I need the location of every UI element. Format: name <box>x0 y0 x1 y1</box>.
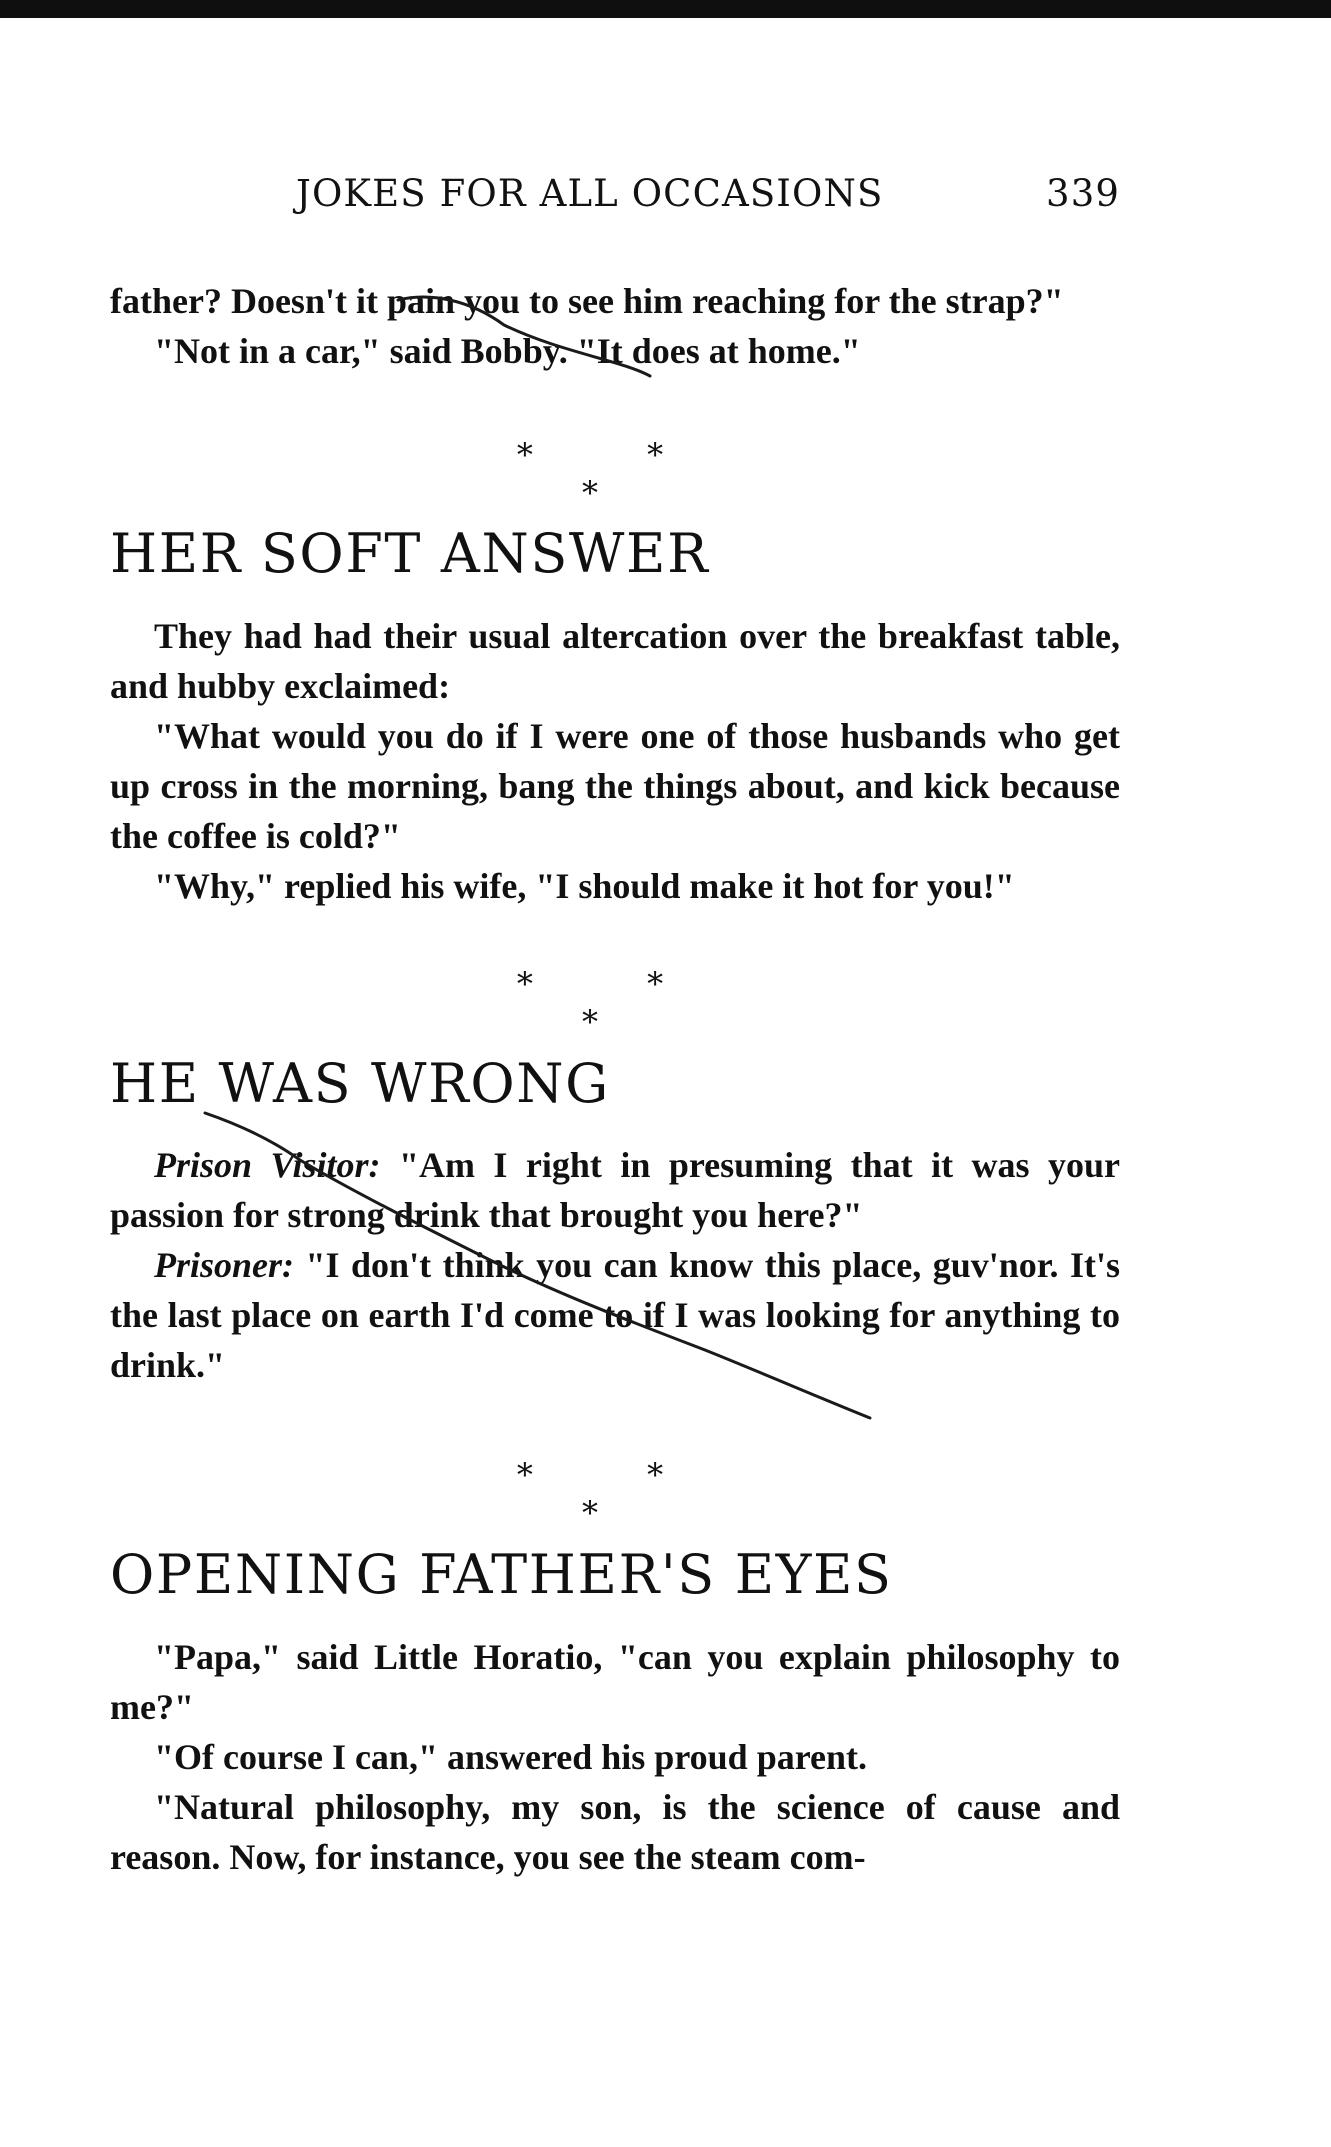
running-title: JOKES FOR ALL OCCASIONS <box>296 172 884 215</box>
dialogue-text: "I don't think you can know this place, guv'nor. It's the last place on earth I'd come to if I was looking for anything to drink." <box>110 1245 1120 1385</box>
section-title-he-was-wrong: HE WAS WRONG <box>110 1052 610 1115</box>
dialogue-line-2 <box>110 1240 1120 1390</box>
section-separator: * * * <box>516 1456 716 1532</box>
section-he-was-wrong <box>110 1140 1120 1390</box>
paragraph: They had had their usual altercation over the breakfast table, and hubby exclaimed: <box>110 616 1120 706</box>
section-separator: * * * <box>516 436 716 512</box>
speaker-label: Prison Visitor: <box>154 1145 381 1185</box>
section-separator: * * * <box>516 965 716 1041</box>
paragraph: "Papa," said Little Horatio, "can you explain philosophy to me?" <box>110 1637 1120 1727</box>
paragraph: "Natural philosophy, my son, is the science of cause and reason. Now, for instance, you see the steam com- <box>110 1787 1120 1877</box>
dialogue-line-1 <box>110 1140 1120 1240</box>
page-number: 339 <box>1046 172 1120 215</box>
section-opening-fathers-eyes <box>110 1632 1120 1882</box>
section-her-soft-answer <box>110 611 1120 911</box>
intro-line-1: father? Doesn't it pain you to see him reaching for the strap?" <box>110 281 1064 321</box>
running-head <box>110 172 1120 232</box>
paragraph: "Of course I can," answered his proud parent. <box>154 1737 868 1777</box>
top-edge-rule <box>0 0 1331 18</box>
section-title-opening-fathers-eyes: OPENING FATHER'S EYES <box>110 1543 893 1606</box>
paragraph: "What would you do if I were one of those husbands who get up cross in the morning, bang the things about, and kick because the coffee is cold?" <box>110 716 1120 856</box>
speaker-label: Prisoner: <box>154 1245 295 1285</box>
intro-line-2: "Not in a car," said Bobby. "It does at home." <box>154 331 861 371</box>
paragraph: "Why," replied his wife, "I should make it hot for you!" <box>154 866 1015 906</box>
dialogue-text: "Am I right in presuming that it was your passion for strong drink that brought you here?" <box>110 1145 1121 1235</box>
intro-text <box>110 276 1120 376</box>
section-title-her-soft-answer: HER SOFT ANSWER <box>110 522 710 585</box>
